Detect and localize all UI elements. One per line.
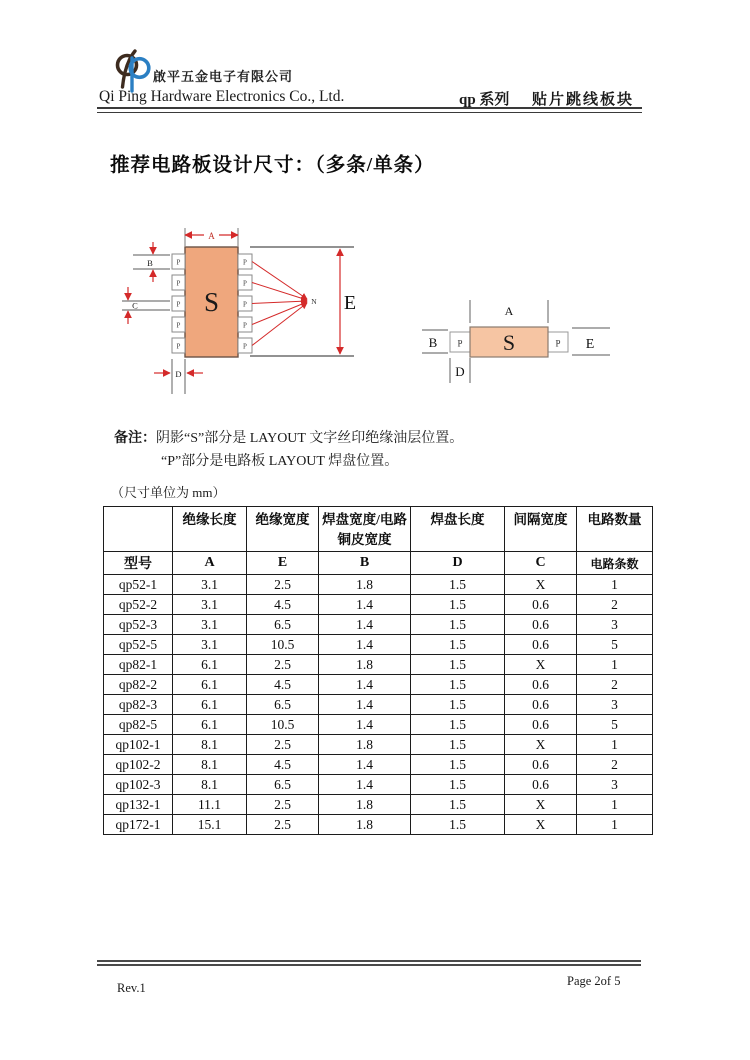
table-cell: 1.8 xyxy=(319,655,411,675)
table-cell: 3 xyxy=(577,615,653,635)
table-cell: X xyxy=(505,655,577,675)
header-cell: 电路条数 xyxy=(577,552,653,575)
table-cell: X xyxy=(505,815,577,835)
svg-text:P: P xyxy=(243,321,247,330)
table-cell: 1.5 xyxy=(411,775,505,795)
page-title: 推荐电路板设计尺寸：（多条/单条） xyxy=(110,155,435,176)
net-line xyxy=(252,302,307,325)
table-cell: 6.1 xyxy=(173,655,247,675)
pad xyxy=(172,338,185,353)
table-cell: qp102-2 xyxy=(104,755,173,775)
table-cell: 1 xyxy=(577,655,653,675)
table-cell: 1.5 xyxy=(411,815,505,835)
table-cell: 1.4 xyxy=(319,755,411,775)
table-cell: qp102-1 xyxy=(104,735,173,755)
table-cell: 3.1 xyxy=(173,595,247,615)
table-cell: 1.4 xyxy=(319,715,411,735)
net-line xyxy=(252,262,307,300)
table-cell: 1.5 xyxy=(411,675,505,695)
header-cell: 绝缘长度 xyxy=(173,507,247,552)
note-label: 备注： xyxy=(114,431,156,446)
table-cell: X xyxy=(505,735,577,755)
table-cell: 8.1 xyxy=(173,755,247,775)
svg-text:P: P xyxy=(457,338,463,349)
table-cell: qp52-5 xyxy=(104,635,173,655)
table-header-row xyxy=(104,552,653,575)
table-cell: 1.8 xyxy=(319,575,411,595)
table-cell: 1.4 xyxy=(319,675,411,695)
table-cell: X xyxy=(505,795,577,815)
table-cell: 1.5 xyxy=(411,595,505,615)
table-cell: 4.5 xyxy=(247,755,319,775)
header-cell: C xyxy=(505,552,577,575)
table-cell: 0.6 xyxy=(505,615,577,635)
table-cell: 0.6 xyxy=(505,595,577,615)
table-cell: 1.4 xyxy=(319,615,411,635)
table-row xyxy=(104,735,653,755)
net-line xyxy=(252,283,307,301)
table-cell: 2.5 xyxy=(247,795,319,815)
table-cell: 2 xyxy=(577,755,653,775)
pad xyxy=(172,254,185,269)
table-cell: 0.6 xyxy=(505,695,577,715)
table-cell: qp102-3 xyxy=(104,775,173,795)
dim-e-label: E xyxy=(585,337,595,352)
table-cell: 1.5 xyxy=(411,715,505,735)
svg-text:P: P xyxy=(176,342,181,351)
table-cell: 6.5 xyxy=(247,775,319,795)
table-cell: 5 xyxy=(577,715,653,735)
table-cell: 0.6 xyxy=(505,635,577,655)
table-row xyxy=(104,815,653,835)
table-row xyxy=(104,575,653,595)
table-row xyxy=(104,715,653,735)
header-cell: 绝缘宽度 xyxy=(247,507,319,552)
svg-text:P: P xyxy=(176,258,181,267)
table-cell: 6.5 xyxy=(247,695,319,715)
pad xyxy=(450,332,470,352)
table-cell: qp172-1 xyxy=(104,815,173,835)
table-cell: 6.1 xyxy=(173,715,247,735)
pad xyxy=(238,338,252,353)
header-divider xyxy=(97,107,642,113)
table-cell: qp132-1 xyxy=(104,795,173,815)
table-cell: 5 xyxy=(577,635,653,655)
dim-b-label: B xyxy=(147,258,153,268)
dim-b-label: B xyxy=(428,335,438,350)
pad xyxy=(238,296,252,311)
header-cell: E xyxy=(247,552,319,575)
table-cell: 4.5 xyxy=(247,595,319,615)
table-cell: 3.1 xyxy=(173,635,247,655)
table-cell: 3.1 xyxy=(173,615,247,635)
table-cell: 1 xyxy=(577,815,653,835)
spec-table-body xyxy=(104,575,653,835)
table-cell: 0.6 xyxy=(505,755,577,775)
table-header-row xyxy=(104,507,653,552)
table-cell: 0.6 xyxy=(505,675,577,695)
header-cell: A xyxy=(173,552,247,575)
s-region-label: S xyxy=(502,330,516,355)
table-cell: 1.4 xyxy=(319,695,411,715)
table-row xyxy=(104,775,653,795)
table-cell: 1.5 xyxy=(411,655,505,675)
table-cell: 1.5 xyxy=(411,615,505,635)
table-cell: 1 xyxy=(577,575,653,595)
net-line xyxy=(252,303,307,346)
table-cell: qp52-2 xyxy=(104,595,173,615)
table-cell: 0.6 xyxy=(505,775,577,795)
svg-text:P: P xyxy=(243,258,247,267)
svg-text:P: P xyxy=(176,300,181,309)
svg-text:P: P xyxy=(176,279,181,288)
company-name-cn: 啟平五金电子有限公司 xyxy=(153,69,294,84)
table-cell: 2 xyxy=(577,595,653,615)
table-cell: 2 xyxy=(577,675,653,695)
table-cell: 1 xyxy=(577,735,653,755)
header-cell: 电路数量 xyxy=(577,507,653,552)
header-cell: D xyxy=(411,552,505,575)
table-cell: 6.1 xyxy=(173,675,247,695)
page-number: Page 2of 5 xyxy=(567,974,621,988)
table-cell: 15.1 xyxy=(173,815,247,835)
dim-e-label: E xyxy=(343,292,357,314)
footer-divider xyxy=(97,960,641,966)
table-cell: 1.4 xyxy=(319,595,411,615)
table-cell: 1.5 xyxy=(411,795,505,815)
pad xyxy=(238,275,252,290)
table-row xyxy=(104,655,653,675)
table-cell: 6.1 xyxy=(173,695,247,715)
table-cell: X xyxy=(505,575,577,595)
table-cell: qp82-2 xyxy=(104,675,173,695)
dim-a-label: A xyxy=(504,304,514,318)
table-cell: 10.5 xyxy=(247,635,319,655)
table-cell: 2.5 xyxy=(247,735,319,755)
table-cell: 1.5 xyxy=(411,695,505,715)
pad xyxy=(548,332,568,352)
dim-a-label: A xyxy=(208,231,215,241)
table-cell: 11.1 xyxy=(173,795,247,815)
table-cell: 10.5 xyxy=(247,715,319,735)
svg-text:P: P xyxy=(243,279,247,288)
pad xyxy=(172,296,185,311)
table-cell: 6.5 xyxy=(247,615,319,635)
dim-c-label: C xyxy=(132,300,138,311)
table-cell: 1.8 xyxy=(319,735,411,755)
table-cell: 1.5 xyxy=(411,755,505,775)
single-strip-layout-diagram xyxy=(420,295,615,387)
pad xyxy=(172,275,185,290)
units-note: （尺寸单位为 mm） xyxy=(111,485,226,500)
note-line-1 xyxy=(114,427,463,447)
header-cell: 间隔宽度 xyxy=(505,507,577,552)
multi-strip-layout-diagram xyxy=(118,221,368,406)
svg-text:P: P xyxy=(243,342,247,351)
pad xyxy=(238,317,252,332)
table-row xyxy=(104,675,653,695)
table-row xyxy=(104,615,653,635)
table-cell: 1 xyxy=(577,795,653,815)
table-cell: 8.1 xyxy=(173,775,247,795)
table-cell: 1.5 xyxy=(411,635,505,655)
s-region-label: S xyxy=(203,287,220,317)
table-cell: 8.1 xyxy=(173,735,247,755)
table-row xyxy=(104,635,653,655)
table-cell: 2.5 xyxy=(247,655,319,675)
header-cell: 焊盘宽度/电路铜皮宽度 xyxy=(319,507,411,552)
svg-text:P: P xyxy=(555,338,561,349)
table-cell: 3 xyxy=(577,695,653,715)
table-cell: qp82-5 xyxy=(104,715,173,735)
table-cell: 3.1 xyxy=(173,575,247,595)
table-cell: 1.8 xyxy=(319,795,411,815)
table-cell: 1.4 xyxy=(319,635,411,655)
svg-text:P: P xyxy=(243,300,247,309)
table-cell: 3 xyxy=(577,775,653,795)
table-row xyxy=(104,755,653,775)
svg-text:P: P xyxy=(176,321,181,330)
header-cell xyxy=(104,507,173,552)
header-cell: B xyxy=(319,552,411,575)
note-text-1: 阴影“S”部分是 LAYOUT 文字丝印绝缘油层位置。 xyxy=(156,431,464,446)
table-cell: 1.5 xyxy=(411,575,505,595)
table-cell: qp52-3 xyxy=(104,615,173,635)
pad xyxy=(238,254,252,269)
table-cell: qp82-1 xyxy=(104,655,173,675)
table-cell: 1.4 xyxy=(319,775,411,795)
dim-d-label: D xyxy=(175,369,182,379)
table-cell: 2.5 xyxy=(247,575,319,595)
table-cell: qp52-1 xyxy=(104,575,173,595)
note-line-2: “P”部分是电路板 LAYOUT 焊盘位置。 xyxy=(161,454,399,469)
table-cell: qp82-3 xyxy=(104,695,173,715)
spec-table xyxy=(103,506,653,835)
net-line xyxy=(252,301,307,304)
table-cell: 4.5 xyxy=(247,675,319,695)
pad xyxy=(172,317,185,332)
header-cell: 焊盘长度 xyxy=(411,507,505,552)
series-label: qp 系列 xyxy=(459,92,510,108)
table-row xyxy=(104,695,653,715)
header-cell: 型号 xyxy=(104,552,173,575)
table-row xyxy=(104,595,653,615)
table-cell: 0.6 xyxy=(505,715,577,735)
table-cell: 2.5 xyxy=(247,815,319,835)
qp-logo-icon xyxy=(112,46,156,94)
table-row xyxy=(104,795,653,815)
n-point-label: N xyxy=(311,297,317,306)
company-name-en: Qi Ping Hardware Electronics Co., Ltd. xyxy=(99,88,345,105)
dim-d-label: D xyxy=(455,364,465,379)
table-cell: 1.5 xyxy=(411,735,505,755)
revision-label: Rev.1 xyxy=(117,981,146,995)
product-label: 贴片跳线板块 xyxy=(532,92,635,108)
table-cell: 1.8 xyxy=(319,815,411,835)
